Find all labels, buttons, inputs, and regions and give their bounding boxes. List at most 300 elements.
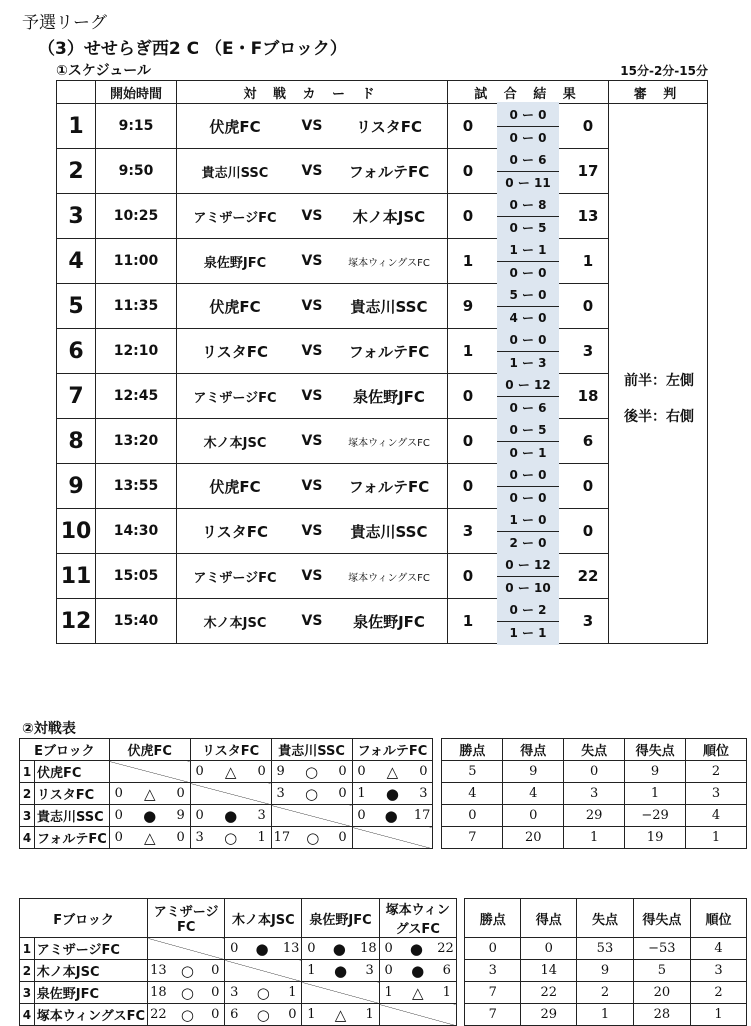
stat-header: 失点 (577, 899, 633, 938)
stat-value: 5 (633, 960, 691, 982)
half-scores (497, 597, 559, 645)
goals-for: 0 (114, 786, 123, 801)
team-b: リスタFC (356, 117, 422, 136)
team-a: 伏虎FC (209, 477, 261, 496)
goals-for: 1 (357, 786, 366, 801)
half-scores (497, 282, 559, 330)
ref-first-half: 前半：左側 (624, 373, 694, 389)
row-index: 4 (20, 1004, 35, 1026)
match-number: 1 (57, 104, 96, 149)
team-b: 塚本ウィングスFC (348, 437, 430, 449)
match-cell (148, 960, 225, 982)
result-mark: ● (255, 939, 269, 958)
block-row (20, 960, 747, 982)
goals-for: 3 (195, 830, 204, 845)
goals-for: 0 (114, 830, 123, 845)
result-mark: ● (411, 961, 425, 980)
stat-value: 2 (691, 982, 747, 1004)
goals-against: 13 (282, 941, 300, 956)
row-index: 3 (20, 982, 35, 1004)
half-scores (497, 552, 559, 600)
goals-for: 0 (307, 941, 316, 956)
goals-for: 22 (150, 1007, 167, 1022)
second-half-score: 4 ー 0 (509, 310, 547, 325)
self-match-cell (379, 1004, 456, 1026)
goals-for: 0 (384, 963, 393, 978)
divider (456, 982, 465, 1004)
goals-against: 3 (257, 808, 266, 823)
match-time: 12:10 (96, 329, 177, 374)
block-header-row (20, 899, 747, 938)
row-team: リスタFC (34, 783, 109, 805)
match-number: 12 (57, 599, 96, 644)
match-cell (352, 783, 433, 805)
result-mark: ○ (224, 828, 238, 847)
goals-for: 1 (384, 985, 393, 1000)
score-b: 6 (582, 432, 594, 450)
ref-second-half: 後半：右側 (624, 409, 694, 425)
second-half-score: 0 ー 5 (509, 220, 547, 235)
score-b: 0 (582, 522, 594, 540)
score-b: 18 (577, 387, 599, 405)
stat-value: 20 (503, 827, 564, 849)
half-scores (497, 462, 559, 510)
match-time: 9:15 (96, 104, 177, 149)
second-half-score: 0 ー 11 (505, 175, 551, 190)
self-match-cell (352, 827, 433, 849)
stat-value: 29 (521, 1004, 577, 1026)
team-a: 木ノ本JSC (203, 435, 267, 451)
divider (456, 899, 465, 938)
stat-value: 3 (686, 783, 747, 805)
self-match-cell (225, 960, 302, 982)
match-cell (352, 805, 433, 827)
result-mark: ● (384, 806, 398, 825)
goals-against: 0 (338, 764, 347, 779)
goals-against: 0 (257, 764, 266, 779)
vs-label: VS (301, 568, 323, 584)
first-half-score: 0 ー 0 (497, 464, 559, 487)
goals-against: 6 (442, 963, 451, 978)
result-mark: ○ (180, 983, 194, 1002)
schedule-header-row (57, 81, 708, 104)
first-half-score: 5 ー 0 (497, 284, 559, 307)
block-team-header: 伏虎FC (109, 739, 190, 761)
match-result (448, 419, 609, 464)
stat-header: 勝点 (465, 899, 521, 938)
self-match-cell (109, 761, 190, 783)
second-half-score: 1 ー 3 (509, 355, 547, 370)
stat-value: 5 (442, 761, 503, 783)
result-mark: ○ (304, 784, 319, 803)
goals-against: 0 (211, 963, 220, 978)
table-title: ②対戦表 (22, 721, 76, 737)
goals-against: 1 (288, 985, 297, 1000)
half-scores (497, 102, 559, 150)
self-match-cell (302, 982, 379, 1004)
first-half-score: 0 ー 2 (497, 599, 559, 622)
match-cell (302, 938, 379, 960)
stat-header: 得失点 (633, 899, 691, 938)
team-b: フォルテFC (348, 162, 430, 181)
stat-value: 0 (521, 938, 577, 960)
score-a: 1 (462, 612, 474, 630)
team-a: 貴志川SSC (201, 165, 269, 181)
score-a: 0 (462, 117, 474, 135)
score-a: 1 (462, 252, 474, 270)
stat-value: 1 (564, 827, 625, 849)
match-cell (190, 827, 271, 849)
match-cell (302, 1004, 379, 1026)
page-title: 予選リーグ (22, 13, 107, 33)
divider (456, 960, 465, 982)
divider (433, 827, 442, 849)
match-cell (148, 982, 225, 1004)
goals-for: 0 (357, 764, 366, 779)
team-b: 木ノ本JSC (352, 207, 426, 226)
match-card (177, 149, 448, 194)
goals-against: 3 (419, 786, 428, 801)
self-match-cell (190, 783, 271, 805)
first-half-score: 1 ー 0 (497, 509, 559, 532)
match-number: 3 (57, 194, 96, 239)
team-a: 伏虎FC (209, 297, 261, 316)
goals-for: 6 (230, 1007, 239, 1022)
match-cell (190, 805, 271, 827)
team-b: 泉佐野JFC (353, 612, 425, 631)
divider (456, 938, 465, 960)
goals-against: 1 (442, 985, 451, 1000)
first-half-score: 0 ー 12 (497, 374, 559, 397)
score-b: 0 (582, 117, 594, 135)
goals-for: 0 (114, 808, 123, 823)
second-half-score: 0 ー 10 (505, 580, 551, 595)
stat-value: 3 (691, 960, 747, 982)
schedule-title: ①スケジュール (56, 63, 152, 79)
team-b: フォルテFC (348, 477, 430, 496)
half-scores (497, 147, 559, 195)
vs-label: VS (301, 298, 323, 314)
result-mark: ● (332, 939, 346, 958)
divider (433, 739, 442, 761)
stat-value: 0 (503, 805, 564, 827)
stat-value: 20 (633, 982, 691, 1004)
stat-header: 勝点 (442, 739, 503, 761)
first-half-score: 0 ー 12 (497, 554, 559, 577)
goals-for: 0 (195, 808, 204, 823)
stat-value: −53 (633, 938, 691, 960)
match-number: 11 (57, 554, 96, 599)
second-half-score: 1 ー 1 (509, 625, 547, 640)
result-mark: △ (143, 828, 156, 847)
row-team: 貴志川SSC (34, 805, 109, 827)
half-scores (497, 507, 559, 555)
match-cell (352, 761, 433, 783)
score-a: 0 (462, 477, 474, 495)
team-a: 泉佐野JFC (203, 255, 267, 271)
first-half-score: 0 ー 0 (497, 329, 559, 352)
block-row (20, 783, 747, 805)
match-result (448, 554, 609, 599)
result-mark: △ (143, 784, 156, 803)
vs-label: VS (301, 478, 323, 494)
goals-against: 18 (360, 941, 377, 956)
vs-label: VS (301, 253, 323, 269)
team-b: 泉佐野JFC (353, 387, 425, 406)
team-b: 塚本ウィングスFC (348, 572, 430, 584)
match-result (448, 104, 609, 149)
stat-value: 1 (686, 827, 747, 849)
result-mark: △ (386, 762, 399, 781)
block-f-table (19, 898, 747, 1026)
goals-against: 0 (288, 1007, 297, 1022)
team-a: 木ノ本JSC (203, 615, 267, 631)
match-time: 11:35 (96, 284, 177, 329)
goals-against: 22 (437, 941, 454, 956)
stat-value: 7 (465, 1004, 521, 1026)
match-time: 11:00 (96, 239, 177, 284)
goals-against: 0 (211, 1007, 220, 1022)
goals-for: 0 (357, 808, 366, 823)
result-mark: ○ (180, 961, 194, 980)
score-b: 0 (582, 477, 594, 495)
result-mark: △ (224, 762, 237, 781)
match-card (177, 374, 448, 419)
self-match-cell (271, 805, 352, 827)
schedule-table (56, 80, 708, 644)
match-cell (109, 783, 190, 805)
match-cell (379, 982, 456, 1004)
match-card (177, 329, 448, 374)
match-result (448, 374, 609, 419)
match-cell (225, 1004, 302, 1026)
result-mark: ● (409, 939, 423, 958)
row-team: 伏虎FC (34, 761, 109, 783)
first-half-score: 0 ー 0 (497, 104, 559, 127)
match-number: 8 (57, 419, 96, 464)
team-a: アミザージFC (193, 570, 277, 586)
second-half-score: 0 ー 0 (509, 130, 547, 145)
match-cell (271, 827, 352, 849)
match-result (448, 509, 609, 554)
block-row (20, 982, 747, 1004)
second-half-score: 0 ー 0 (509, 490, 547, 505)
half-scores (497, 372, 559, 420)
match-cell (225, 982, 302, 1004)
result-mark: ○ (256, 1005, 270, 1024)
team-a: アミザージFC (193, 210, 277, 226)
match-time: 13:55 (96, 464, 177, 509)
match-cell (379, 960, 456, 982)
stat-value: 14 (521, 960, 577, 982)
goals-for: 17 (273, 830, 291, 845)
match-card (177, 419, 448, 464)
row-index: 3 (20, 805, 35, 827)
block-row (20, 938, 747, 960)
vs-label: VS (301, 208, 323, 224)
stat-value: 19 (625, 827, 686, 849)
goals-for: 0 (384, 941, 393, 956)
stat-value: 3 (564, 783, 625, 805)
vs-label: VS (301, 118, 323, 134)
match-card (177, 284, 448, 329)
block-name: Eブロック (20, 739, 110, 761)
team-b: 貴志川SSC (350, 297, 428, 316)
match-number: 2 (57, 149, 96, 194)
block-team-header: 塚本ウィングスFC (379, 899, 456, 938)
first-half-score: 0 ー 6 (497, 149, 559, 172)
stat-value: 29 (564, 805, 625, 827)
score-b: 3 (582, 612, 594, 630)
match-result (448, 239, 609, 284)
match-time: 13:20 (96, 419, 177, 464)
stat-header: 得失点 (625, 739, 686, 761)
vs-label: VS (301, 433, 323, 449)
stat-header: 得点 (521, 899, 577, 938)
score-a: 1 (462, 342, 474, 360)
result-mark: ○ (304, 762, 319, 781)
match-cell (109, 805, 190, 827)
match-number: 7 (57, 374, 96, 419)
match-result (448, 284, 609, 329)
result-mark: ● (333, 961, 348, 980)
stat-value: 1 (691, 1004, 747, 1026)
match-cell (225, 938, 302, 960)
stat-value: 7 (465, 982, 521, 1004)
row-team: 塚本ウィングスFC (34, 1004, 147, 1026)
match-number: 4 (57, 239, 96, 284)
team-a: リスタFC (202, 522, 268, 541)
match-result (448, 464, 609, 509)
match-time: 9:50 (96, 149, 177, 194)
team-b: フォルテFC (348, 342, 430, 361)
vs-label: VS (301, 343, 323, 359)
block-team-header: 木ノ本JSC (225, 899, 302, 938)
match-card (177, 194, 448, 239)
match-card (177, 239, 448, 284)
row-team: 泉佐野JFC (34, 982, 147, 1004)
stat-value: 0 (564, 761, 625, 783)
result-mark: ○ (256, 983, 270, 1002)
block-row (20, 1004, 747, 1026)
goals-for: 13 (150, 963, 167, 978)
match-card (177, 464, 448, 509)
row-index: 4 (20, 827, 35, 849)
block-team-header: リスタFC (190, 739, 271, 761)
goals-against: 3 (365, 963, 374, 978)
stat-value: 1 (577, 1004, 633, 1026)
header-card: 対 戦 カ ー ド (177, 81, 448, 104)
score-a: 0 (462, 432, 474, 450)
match-cell (190, 761, 271, 783)
stat-header: 失点 (564, 739, 625, 761)
result-mark: ○ (306, 828, 320, 847)
match-number: 10 (57, 509, 96, 554)
stat-value: 9 (577, 960, 633, 982)
match-time: 10:25 (96, 194, 177, 239)
block-header-row (20, 739, 747, 761)
score-a: 0 (462, 162, 474, 180)
match-cell (302, 960, 379, 982)
match-number: 5 (57, 284, 96, 329)
stat-header: 順位 (691, 899, 747, 938)
team-b: 貴志川SSC (350, 522, 428, 541)
goals-for: 0 (230, 941, 239, 956)
header-no (57, 81, 96, 104)
match-card (177, 599, 448, 644)
stat-value: 2 (686, 761, 747, 783)
block-e-table (19, 738, 747, 849)
row-index: 1 (20, 761, 35, 783)
match-card (177, 554, 448, 599)
stat-value: 4 (503, 783, 564, 805)
stat-value: 0 (442, 805, 503, 827)
goals-for: 3 (230, 985, 239, 1000)
match-card (177, 104, 448, 149)
time-format: 15分-2分-15分 (620, 64, 708, 78)
first-half-score: 0 ー 5 (497, 419, 559, 442)
match-result (448, 149, 609, 194)
goals-against: 0 (176, 830, 185, 845)
second-half-score: 0 ー 6 (509, 400, 547, 415)
match-cell (109, 827, 190, 849)
goals-against: 0 (338, 786, 347, 801)
stat-value: 9 (503, 761, 564, 783)
score-a: 9 (462, 297, 474, 315)
vs-label: VS (301, 523, 323, 539)
team-a: 伏虎FC (209, 117, 261, 136)
goals-against: 0 (338, 830, 347, 845)
venue-title: （3）せせらぎ西2 C （E・Fブロック） (38, 39, 347, 59)
row-index: 1 (20, 938, 35, 960)
score-a: 0 (462, 387, 474, 405)
second-half-score: 2 ー 0 (509, 535, 547, 550)
goals-against: 9 (176, 808, 185, 823)
goals-against: 1 (257, 830, 266, 845)
divider (456, 1004, 465, 1026)
match-number: 6 (57, 329, 96, 374)
stat-value: 1 (625, 783, 686, 805)
stat-header: 順位 (686, 739, 747, 761)
block-row (20, 827, 747, 849)
block-row (20, 805, 747, 827)
goals-against: 0 (419, 764, 428, 779)
block-team-header: 貴志川SSC (271, 739, 352, 761)
score-a: 0 (462, 207, 474, 225)
stat-value: 28 (633, 1004, 691, 1026)
goals-for: 3 (276, 786, 285, 801)
score-b: 13 (577, 207, 599, 225)
stat-value: 3 (465, 960, 521, 982)
match-row (57, 104, 708, 149)
half-scores (497, 192, 559, 240)
header-ref: 審 判 (609, 81, 708, 104)
match-time: 14:30 (96, 509, 177, 554)
stat-value: 2 (577, 982, 633, 1004)
match-cell (271, 783, 352, 805)
score-b: 22 (577, 567, 599, 585)
goals-against: 17 (413, 808, 431, 823)
score-b: 3 (582, 342, 594, 360)
stat-value: 4 (686, 805, 747, 827)
stat-value: 53 (577, 938, 633, 960)
divider (433, 761, 442, 783)
result-mark: ● (224, 806, 238, 825)
result-mark: △ (334, 1005, 347, 1024)
header-result: 試 合 結 果 (448, 81, 609, 104)
goals-for: 1 (307, 963, 316, 978)
stat-value: 9 (625, 761, 686, 783)
